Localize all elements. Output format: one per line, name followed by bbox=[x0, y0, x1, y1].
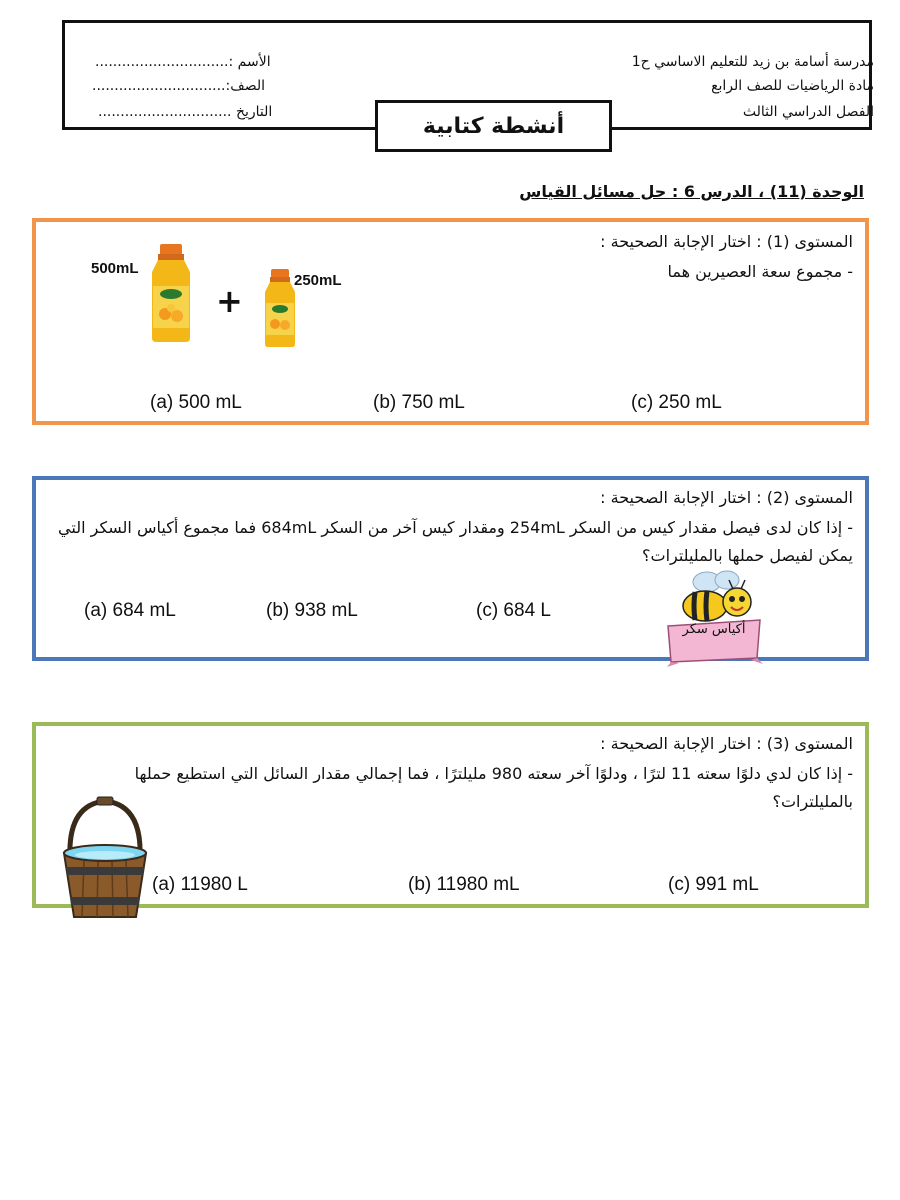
large-bottle-label: 500mL bbox=[91, 260, 139, 277]
wooden-bucket-icon bbox=[58, 795, 153, 925]
question-2-text: - إذا كان لدى فيصل مقدار كيس من السكر 254mL ومقدار كيس آخر من السكر 684mL فما مجموع أكياس السكر التي يمكن لفيصل حملها بالمليلترات؟ bbox=[58, 518, 853, 565]
subject-name: مادة الرياضيات للصف الرابع bbox=[711, 78, 874, 94]
question-2-option-a[interactable]: (a) 684 mL bbox=[84, 600, 176, 621]
school-name: مدرسة أسامة بن زيد للتعليم الاساسي ح1 bbox=[631, 54, 874, 70]
student-name-field[interactable]: الأسم :.............................. bbox=[95, 54, 271, 70]
question-1-text: - مجموع سعة العصيرين هما bbox=[667, 262, 853, 281]
question-2-option-c[interactable]: (c) 684 L bbox=[476, 600, 551, 621]
date-field[interactable]: التاريخ .............................. bbox=[98, 104, 273, 120]
lesson-title: الوحدة (11) ، الدرس 6 : حل مسائل القياس bbox=[519, 182, 864, 201]
question-1-level: المستوى (1) : اختار الإجابة الصحيحة : bbox=[600, 232, 853, 251]
question-3-option-a[interactable]: (a) 11980 L bbox=[152, 874, 248, 895]
question-1-option-c[interactable]: (c) 250 mL bbox=[631, 392, 722, 413]
question-3-level: المستوى (3) : اختار الإجابة الصحيحة : bbox=[600, 734, 853, 753]
plus-sign: + bbox=[216, 282, 243, 320]
question-1-option-a[interactable]: (a) 500 mL bbox=[150, 392, 242, 413]
page-title: أنشطة كتابية bbox=[375, 100, 612, 152]
sugar-bags-banner: أكياس سكر bbox=[682, 622, 746, 637]
question-1-option-b[interactable]: (b) 750 mL bbox=[373, 392, 465, 413]
question-3-text: - إذا كان لدي دلوًا سعته 11 لترًا ، ودلوًا آخر سعته 980 مليلترًا ، فما إجمالي مقدار السائل التي استطيع حملها بالمليلترات؟ bbox=[134, 764, 853, 811]
question-2-level: المستوى (2) : اختار الإجابة الصحيحة : bbox=[600, 488, 853, 507]
bee-banner-illustration bbox=[665, 568, 765, 668]
question-3-panel bbox=[32, 722, 869, 908]
question-2-option-b[interactable]: (b) 938 mL bbox=[266, 600, 358, 621]
question-1-panel bbox=[32, 218, 869, 425]
large-juice-bottle-icon bbox=[146, 242, 196, 344]
class-field[interactable]: الصف:.............................. bbox=[92, 78, 266, 94]
question-3-option-c[interactable]: (c) 991 mL bbox=[668, 874, 759, 895]
small-bottle-label: 250mL bbox=[294, 272, 342, 289]
question-3-option-b[interactable]: (b) 11980 mL bbox=[408, 874, 520, 895]
term-name: الفصل الدراسي الثالث bbox=[742, 104, 874, 120]
